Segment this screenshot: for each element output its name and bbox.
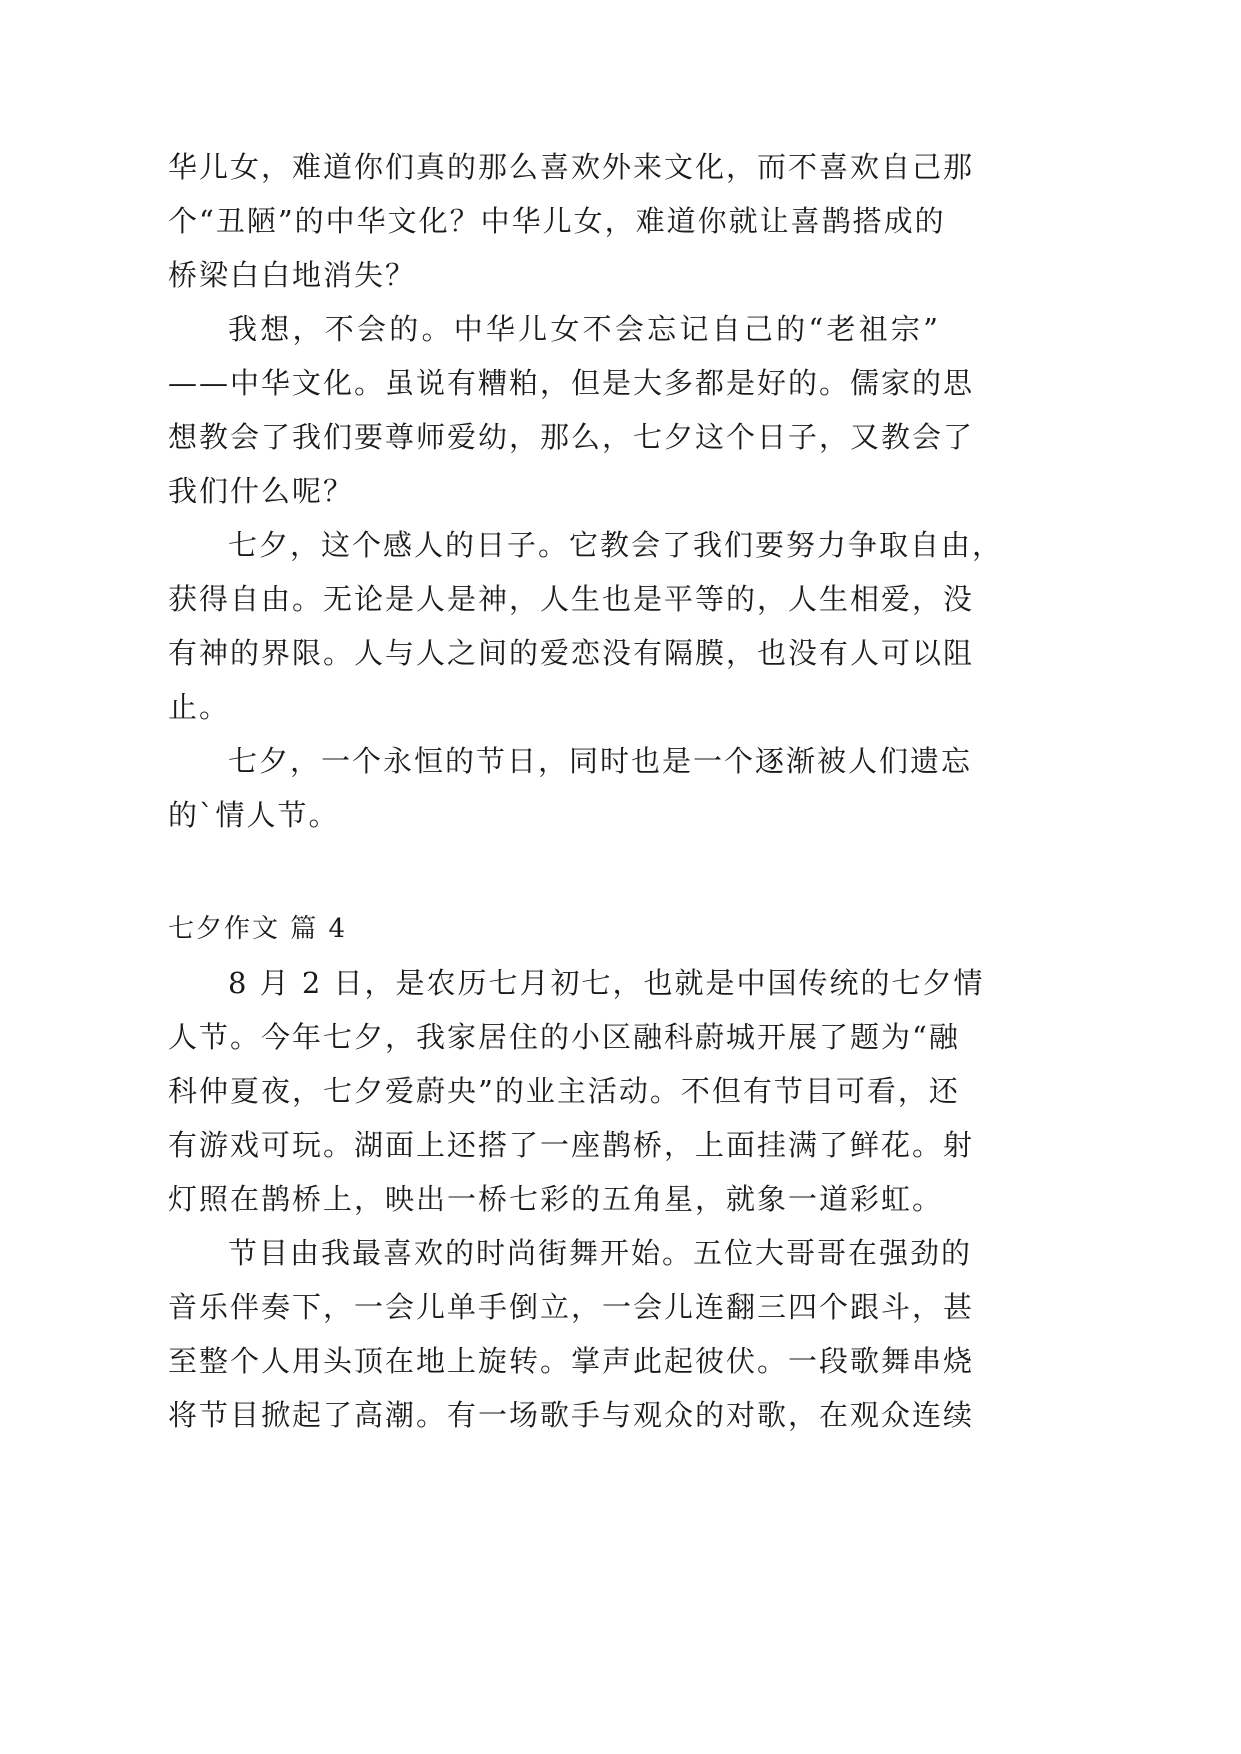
paragraph-first-line: 七夕，一个永恒的节日，同时也是一个逐渐被人们遗忘 (228, 744, 973, 778)
text-line: 音乐伴奏下，一会儿单手倒立，一会儿连翻三四个跟斗，甚 (168, 1290, 975, 1324)
text-line: 灯照在鹊桥上，映出一桥七彩的五角星，就象一道彩虹。 (168, 1182, 944, 1216)
text-line: 有神的界限。人与人之间的爱恋没有隔膜，也没有人可以阻 (168, 636, 975, 670)
text-line: 我们什么呢？ (168, 474, 355, 508)
text-line: ——中华文化。虽说有糟粕，但是大多都是好的。儒家的思 (168, 366, 975, 400)
text-line: 的`情人节。 (168, 798, 340, 832)
text-line: 想教会了我们要尊师爱幼，那么，七夕这个日子，又教会了 (168, 420, 975, 454)
text-line: 桥梁白白地消失？ (168, 258, 417, 292)
text-line: 至整个人用头顶在地上旋转。掌声此起彼伏。一段歌舞串烧 (168, 1344, 975, 1378)
text-line: 获得自由。无论是人是神，人生也是平等的，人生相爱，没 (168, 582, 975, 616)
document-page (168, 140, 1004, 1442)
paragraph-first-line: 七夕，这个感人的日子。它教会了我们要努力争取自由， (228, 528, 1004, 562)
paragraph-first-line: 8 月 2 日，是农历七月初七，也就是中国传统的七夕情 (228, 966, 985, 1000)
paragraph-first-line: 我想，不会的。中华儿女不会忘记自己的“老祖宗” (228, 312, 940, 346)
text-line: 有游戏可玩。湖面上还搭了一座鹊桥，上面挂满了鲜花。射 (168, 1128, 975, 1162)
text-line: 华儿女，难道你们真的那么喜欢外来文化，而不喜欢自己那 (168, 150, 975, 184)
text-line: 人节。今年七夕，我家居住的小区融科蔚城开展了题为“融 (168, 1020, 960, 1054)
section-heading: 七夕作文 篇 4 (168, 914, 348, 944)
text-line: 个“丑陋”的中华文化？中华儿女，难道你就让喜鹊搭成的 (168, 204, 946, 238)
paragraph-first-line: 节目由我最喜欢的时尚街舞开始。五位大哥哥在强劲的 (228, 1236, 973, 1270)
section-gap (168, 842, 940, 902)
text-line: 止。 (168, 690, 231, 724)
text-line: 将节目掀起了高潮。有一场歌手与观众的对歌，在观众连续 (168, 1398, 975, 1432)
text-line: 科仲夏夜，七夕爱蔚央”的业主活动。不但有节目可看，还 (168, 1074, 960, 1108)
